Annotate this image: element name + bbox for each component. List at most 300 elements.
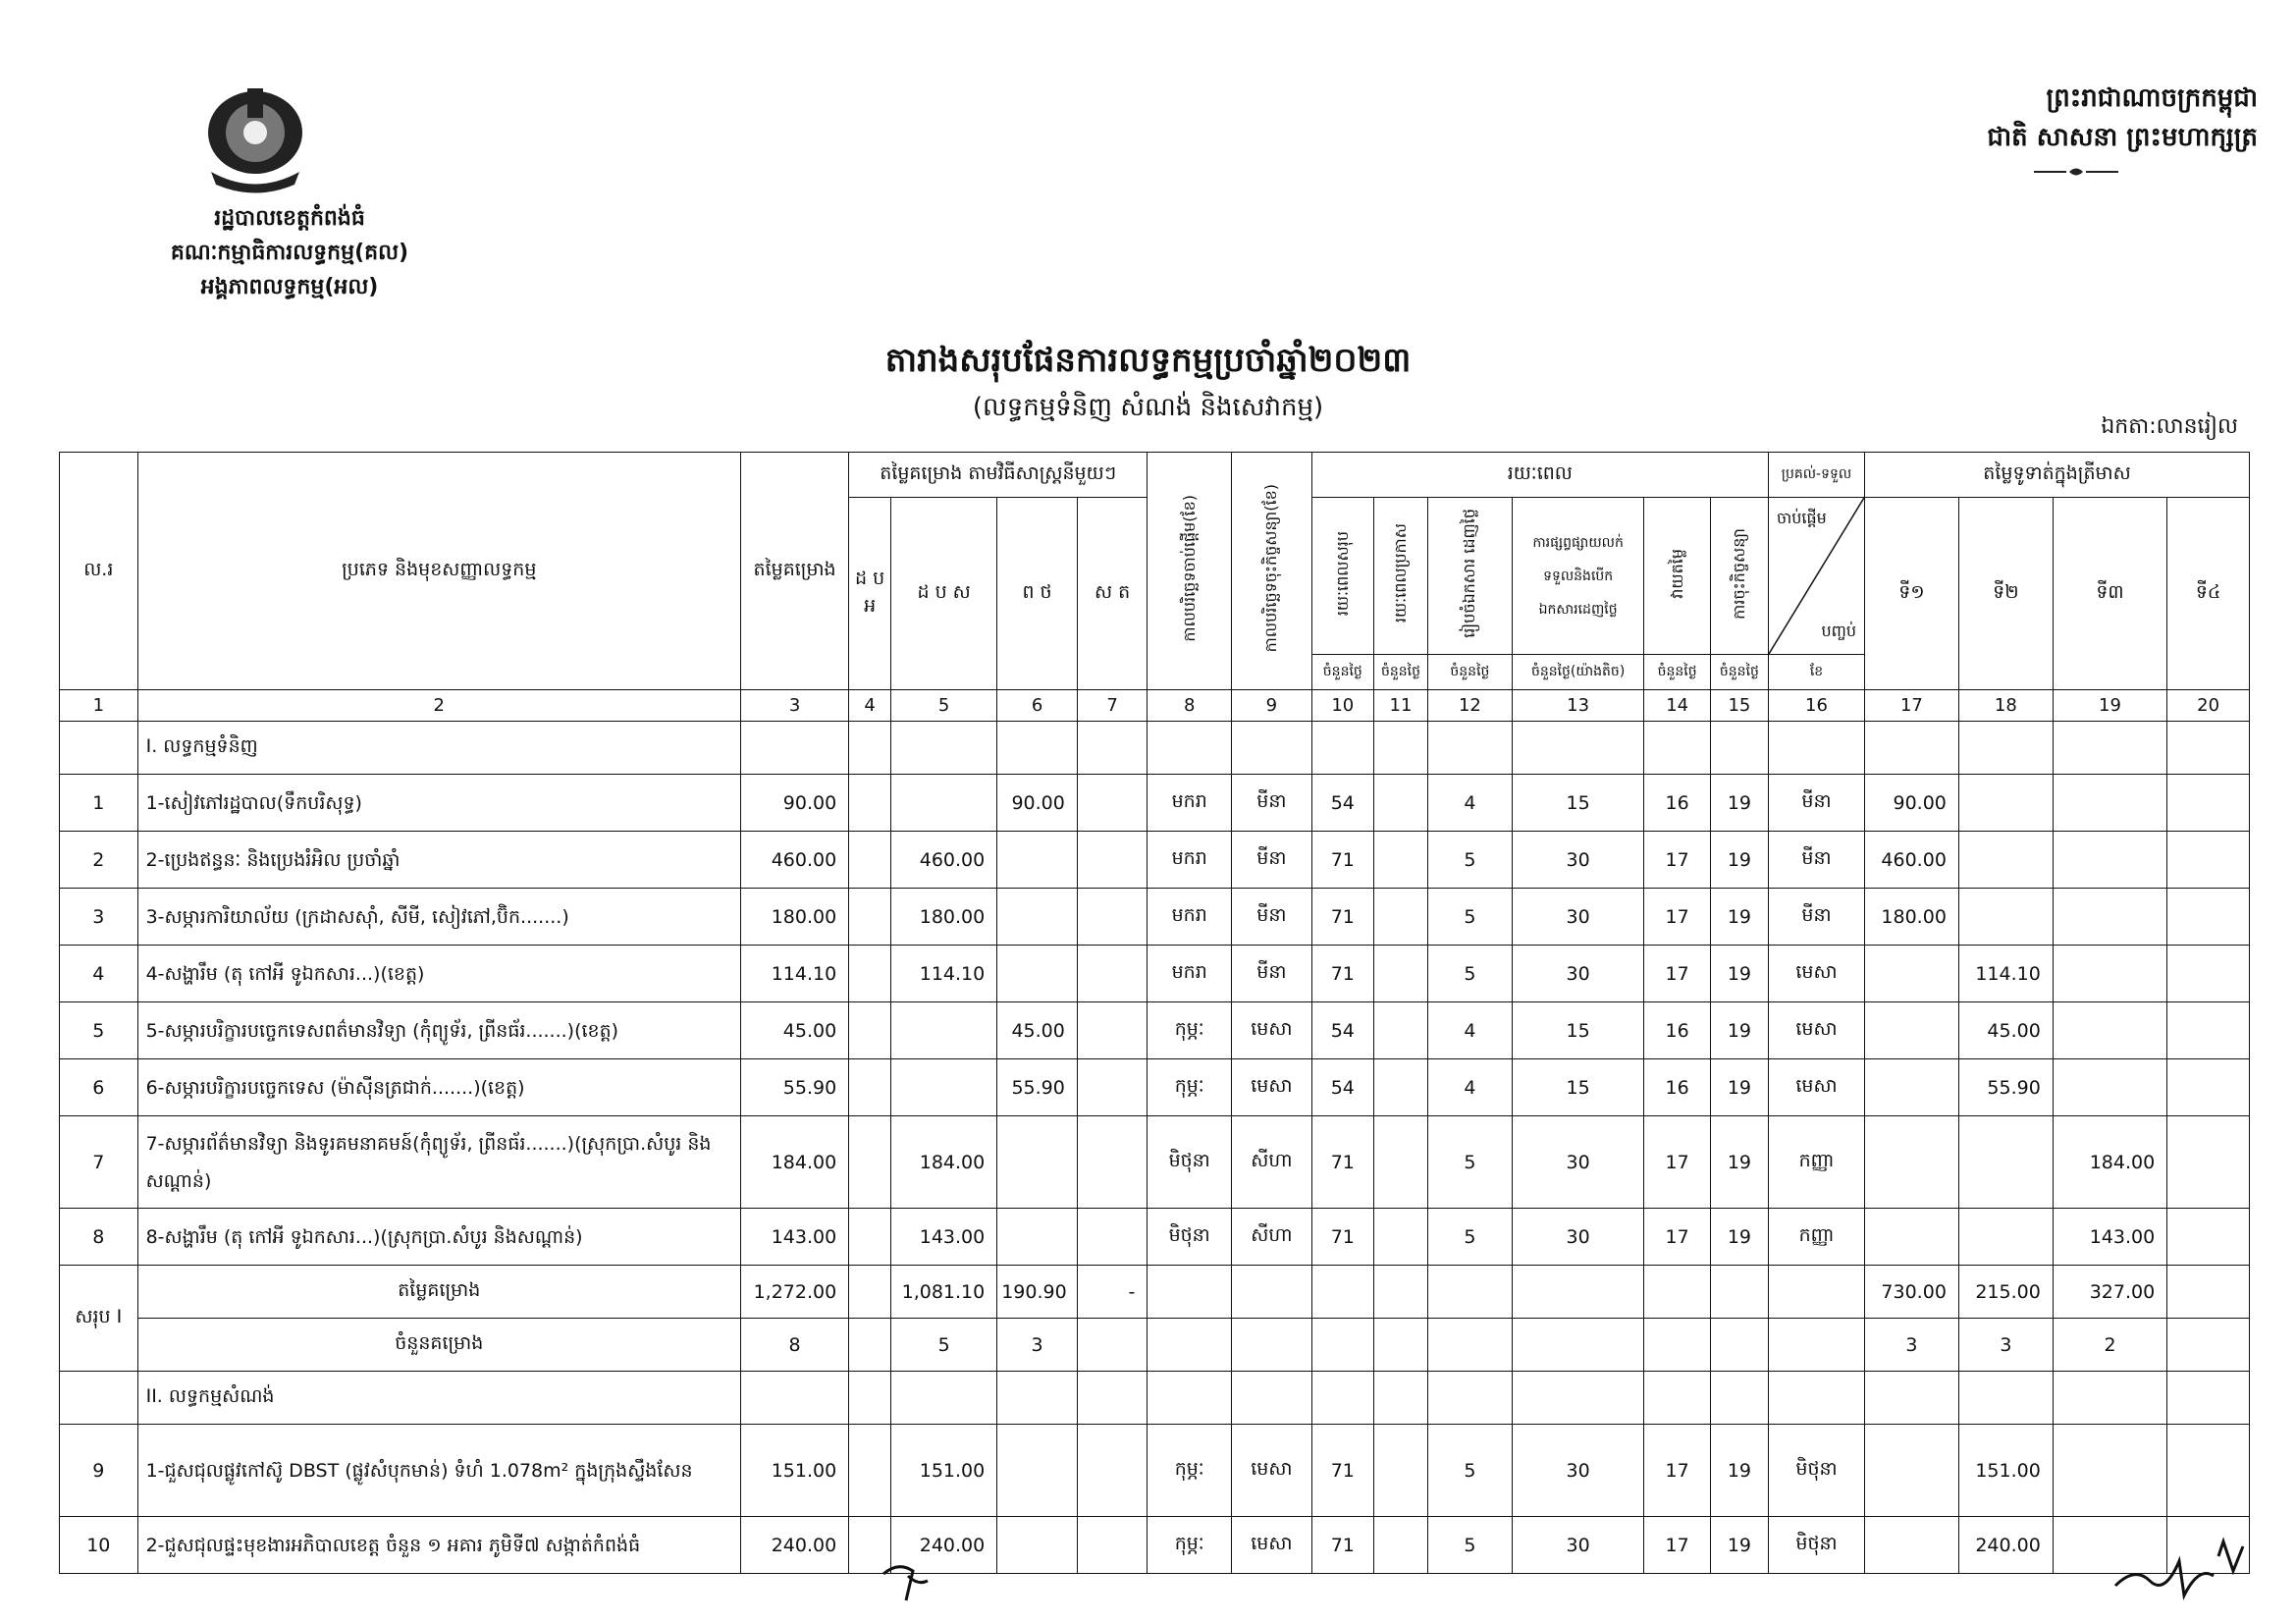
cell-delivery: មេសា [1769,946,1865,1002]
cell-q1 [1864,1425,1958,1517]
cell-end: មីនា [1232,946,1312,1002]
cell-m1 [849,1059,891,1116]
cell-end: មេសា [1232,1517,1312,1574]
cell-m2: 180.00 [891,889,997,946]
cell-m4 [1077,1116,1147,1209]
cell-q1: 90.00 [1864,775,1958,832]
cell-no: 8 [60,1209,138,1266]
cell-desc: 8-សង្ហារឹម (តុ កៅអី ទូឯកសារ...)(ស្រុកប្រា.សំបូរ និងសណ្តាន់) [137,1209,740,1266]
col-method-2: ដ ប ស [891,498,997,690]
summary-cost-q4 [2167,1266,2250,1319]
cell-q3 [2053,946,2166,1002]
cell-q4 [2167,889,2250,946]
cell-d11 [1373,946,1427,1002]
index-cell: 1 [60,690,138,722]
cell-q3 [2053,832,2166,889]
summary-count-q4 [2167,1319,2250,1372]
org-line-3: អង្គភាពលទ្ធកម្ម(អល) [200,275,379,299]
cell-m4 [1077,889,1147,946]
cell-no: 3 [60,889,138,946]
summary-count-m3: 3 [997,1319,1078,1372]
cell-d11 [1373,1059,1427,1116]
cell-q4 [2167,1209,2250,1266]
cell-m2 [891,1002,997,1059]
col-contract-diagonal: ចាប់ផ្តើម បញ្ចប់ [1769,498,1865,655]
cell-start: មករា [1148,946,1232,1002]
cell-d12: 5 [1428,946,1513,1002]
cell-no: 6 [60,1059,138,1116]
cell-desc: 7-សម្ភារព័ត៌មានវិទ្យា និងទូរគមនាគមន៍(កុំព្យូទ័រ, ព្រីនធ័រ.......)(ស្រុកប្រា.សំបូរ និងសណ្តាន់) [137,1116,740,1209]
cell-start: មករា [1148,775,1232,832]
cell-end: សីហា [1232,1209,1312,1266]
summary-cost-label: តម្លៃគម្រោង [137,1266,740,1319]
col-contract-group: ប្រគល់-ទទួល [1769,453,1865,498]
cell-d11 [1373,1116,1427,1209]
cell-d15: 19 [1710,889,1768,946]
cell-q4 [2167,1425,2250,1517]
cell-q1 [1864,946,1958,1002]
royal-emblem-icon [191,79,319,196]
cell-d15: 19 [1710,1209,1768,1266]
cell-q2 [1958,889,2053,946]
cell-m4 [1077,832,1147,889]
cell-d10: 54 [1311,1002,1373,1059]
summary-count-m2: 5 [891,1319,997,1372]
cell-d12: 5 [1428,1425,1513,1517]
cell-m3 [997,1425,1078,1517]
cell-q2 [1958,1116,2053,1209]
cell-d10: 71 [1311,1425,1373,1517]
cell-d10: 71 [1311,946,1373,1002]
cell-d13: 15 [1512,1059,1644,1116]
cell-d14: 17 [1644,832,1710,889]
section-row-goods [60,722,2250,775]
cell-q4 [2167,832,2250,889]
cell-start: កុម្ភៈ [1148,1059,1232,1116]
summary-count-total: 8 [740,1319,848,1372]
cell-q4 [2167,946,2250,1002]
cell-cost: 90.00 [740,775,848,832]
cell-end: សីហា [1232,1116,1312,1209]
col-cost: តម្លៃគម្រោង [740,453,848,690]
cell-q2: 151.00 [1958,1425,2053,1517]
cell-q2 [1958,775,2053,832]
cell-no: 5 [60,1002,138,1059]
cell-start: មិថុនា [1148,1209,1232,1266]
unit-d13: ចំនួនថ្ងៃ(យ៉ាងតិច) [1512,655,1644,690]
cell-d10: 71 [1311,1517,1373,1574]
cell-d11 [1373,775,1427,832]
cell-m3 [997,889,1078,946]
cell-q2: 240.00 [1958,1517,2053,1574]
cell-m3 [997,832,1078,889]
cell-d11 [1373,1209,1427,1266]
cell-desc: 1-ជួសជុលផ្លូវកៅស៊ូ DBST (ផ្លូវសំបុកមាន់) ទំហំ 1.078m² ក្នុងក្រុងស្ទឹងសែន [137,1425,740,1517]
cell-d12: 5 [1428,1517,1513,1574]
kingdom-header [1669,79,2258,157]
table-row [60,1209,2250,1266]
cell-m3: 90.00 [997,775,1078,832]
cell-q3: 184.00 [2053,1116,2166,1209]
national-motto: ជាតិ សាសនា ព្រះមហាក្សត្រ [1987,123,2258,152]
cell-q1: 180.00 [1864,889,1958,946]
col-q3: ទី៣ [2053,498,2166,690]
table-row [60,832,2250,889]
cell-m1 [849,1116,891,1209]
cell-d14: 17 [1644,1116,1710,1209]
cell-end: មេសា [1232,1425,1312,1517]
table-row [60,775,2250,832]
index-cell: 3 [740,690,848,722]
section-row-construction [60,1372,2250,1425]
cell-m3: 45.00 [997,1002,1078,1059]
cell-m3 [997,1116,1078,1209]
cell-end: មីនា [1232,832,1312,889]
index-cell: 4 [849,690,891,722]
initial-mark-icon [879,1556,937,1605]
cell-m1 [849,832,891,889]
cell-m4 [1077,1059,1147,1116]
summary-row-count [60,1319,2250,1372]
cell-d12: 4 [1428,775,1513,832]
section-label: I. លទ្ធកម្មទំនិញ [137,722,740,775]
cell-m3 [997,1517,1078,1574]
cell-m2 [891,1059,997,1116]
cell-d10: 71 [1311,1209,1373,1266]
cell-q4 [2167,1116,2250,1209]
summary-row-cost [60,1266,2250,1319]
currency-unit: ឯកតា:លានរៀល [2101,414,2238,439]
cell-delivery: មិថុនា [1769,1425,1865,1517]
cell-cost: 143.00 [740,1209,848,1266]
cell-d11 [1373,1002,1427,1059]
cell-end: មេសា [1232,1059,1312,1116]
cell-delivery: មីនា [1769,775,1865,832]
cell-d15: 19 [1710,1425,1768,1517]
cell-d10: 71 [1311,889,1373,946]
cell-delivery: មិថុនា [1769,1517,1865,1574]
section-label: II. លទ្ធកម្មសំណង់ [137,1372,740,1425]
cell-cost: 55.90 [740,1059,848,1116]
cell-cost: 45.00 [740,1002,848,1059]
cell-d14: 16 [1644,1059,1710,1116]
cell-d13: 30 [1512,1116,1644,1209]
col-d14: វាយតម្លៃ [1644,498,1710,655]
cell-d13: 30 [1512,1517,1644,1574]
cell-m4 [1077,1425,1147,1517]
cell-m4 [1077,946,1147,1002]
cell-q4 [2167,775,2250,832]
cell-q1 [1864,1059,1958,1116]
index-cell: 19 [2053,690,2166,722]
cell-cost: 180.00 [740,889,848,946]
index-cell: 15 [1710,690,1768,722]
index-cell: 5 [891,690,997,722]
cell-cost: 240.00 [740,1517,848,1574]
unit-contract: ខែ [1769,655,1865,690]
cell-no: 1 [60,775,138,832]
cell-q3 [2053,1059,2166,1116]
index-cell: 13 [1512,690,1644,722]
index-cell: 11 [1373,690,1427,722]
cell-q2 [1958,832,2053,889]
org-line-2: គណៈកម្មាធិការលទ្ធកម្ម(គល) [170,241,409,265]
cell-d14: 17 [1644,1209,1710,1266]
index-cell: 17 [1864,690,1958,722]
cell-d11 [1373,1425,1427,1517]
cell-start: មិថុនា [1148,1116,1232,1209]
kingdom-name: ព្រះរាជាណាចក្រកម្ពុជា [2046,83,2258,113]
cell-m3 [997,1209,1078,1266]
cell-d14: 17 [1644,946,1710,1002]
summary-cost-q2: 215.00 [1958,1266,2053,1319]
cell-d14: 16 [1644,1002,1710,1059]
col-end-month: កាលបរិច្ឆេទចុះកិច្ចសន្យា(ខែ) [1232,453,1312,690]
cell-d15: 19 [1710,1116,1768,1209]
summary-cost-m4: - [1077,1266,1147,1319]
col-start-month: កាលបរិច្ឆេទចាប់ផ្តើម(ខែ) [1148,453,1232,690]
cell-cost: 151.00 [740,1425,848,1517]
cell-q2 [1958,1209,2053,1266]
cell-m1 [849,1425,891,1517]
cell-d10: 71 [1311,832,1373,889]
table-row [60,1059,2250,1116]
cell-cost: 114.10 [740,946,848,1002]
cell-start: កុម្ភៈ [1148,1425,1232,1517]
cell-d13: 30 [1512,832,1644,889]
cell-desc: 6-សម្ភារបរិក្ខារបច្ចេកទេស (ម៉ាស៊ីនត្រជាក់.......)(ខេត្ត) [137,1059,740,1116]
summary-cost-m1 [849,1266,891,1319]
cell-q1: 460.00 [1864,832,1958,889]
cell-desc: 1-សៀវភៅរដ្ឋបាល(ទឹកបរិសុទ្ធ) [137,775,740,832]
cell-desc: 4-សង្ហារឹម (តុ កៅអី ទូឯកសារ...)(ខេត្ត) [137,946,740,1002]
cell-d14: 17 [1644,1517,1710,1574]
cell-m3: 55.90 [997,1059,1078,1116]
cell-no: 10 [60,1517,138,1574]
index-cell: 16 [1769,690,1865,722]
cell-no: 2 [60,832,138,889]
cell-start: មករា [1148,832,1232,889]
index-cell: 14 [1644,690,1710,722]
cell-m2: 114.10 [891,946,997,1002]
cell-no: 4 [60,946,138,1002]
cell-m4 [1077,775,1147,832]
cell-m2: 240.00 [891,1517,997,1574]
summary-label: សរុប I [60,1266,138,1372]
col-d11: រយៈពេលប្រកាស [1373,498,1427,655]
document-title: តារាងសរុបផែនការលទ្ធកម្មប្រចាំឆ្នាំ២០២៣ [884,341,1412,380]
cell-d12: 5 [1428,1116,1513,1209]
cell-d15: 19 [1710,1059,1768,1116]
cell-m1 [849,1002,891,1059]
col-funding-group: តម្លៃគម្រោង តាមវិធីសាស្ត្រនីមួយៗ [849,453,1148,498]
summary-cost-m3: 190.90 [997,1266,1078,1319]
col-d10: រយៈពេលសរុប [1311,498,1373,655]
col-method-3: ព ថ [997,498,1078,690]
cell-desc: 3-សម្ភារការិយាល័យ (ក្រដាសស៊ាំ, សីមី, សៀវភៅ,ប៊ិក.......) [137,889,740,946]
procurement-plan-table [59,452,2250,1574]
cell-d13: 15 [1512,775,1644,832]
cell-d14: 16 [1644,775,1710,832]
table-row [60,946,2250,1002]
col-d15: ការចុះកិច្ចសន្យា [1710,498,1768,655]
unit-d12: ចំនួនថ្ងៃ [1428,655,1513,690]
col-method-1: ដ ប អ [849,498,891,690]
cell-q1 [1864,1002,1958,1059]
cell-m1 [849,775,891,832]
document-subtitle: (លទ្ធកម្មទំនិញ សំណង់ និងសេវាកម្ម) [972,393,1324,422]
index-cell: 12 [1428,690,1513,722]
cell-q3 [2053,1425,2166,1517]
cell-delivery: មេសា [1769,1059,1865,1116]
summary-count-label: ចំនួនគម្រោង [137,1319,740,1372]
table-row [60,1517,2250,1574]
ornament-divider-icon [2032,165,2120,179]
summary-cost-m2: 1,081.10 [891,1266,997,1319]
organization-header [98,201,481,304]
index-cell: 9 [1232,690,1312,722]
cell-d15: 19 [1710,946,1768,1002]
cell-d10: 54 [1311,775,1373,832]
cell-m4 [1077,1209,1147,1266]
cell-desc: 2-ប្រេងឥន្ធនៈ និងប្រេងរំអិល ប្រចាំឆ្នាំ [137,832,740,889]
table-row [60,1002,2250,1059]
cell-delivery: មីនា [1769,889,1865,946]
cell-q2: 45.00 [1958,1002,2053,1059]
cell-m2: 184.00 [891,1116,997,1209]
cell-m4 [1077,1002,1147,1059]
cell-start: កុម្ភៈ [1148,1517,1232,1574]
org-line-1: រដ្ឋបាលខេត្តកំពង់ធំ [214,206,365,231]
cell-q2: 114.10 [1958,946,2053,1002]
cell-d14: 17 [1644,1425,1710,1517]
cell-q1 [1864,1517,1958,1574]
cell-desc: 5-សម្ភារបរិក្ខារបច្ចេកទេសពត៌មានវិទ្យា (កុំព្យូទ័រ, ព្រីនធ័រ.......)(ខេត្ត) [137,1002,740,1059]
index-cell: 7 [1077,690,1147,722]
summary-count-q3: 2 [2053,1319,2166,1372]
summary-count-m4 [1077,1319,1147,1372]
col-d13: ការផ្សព្វផ្សាយលក់ ទទួលនិងបើក ឯកសារដេញថ្លៃ [1512,498,1644,655]
cell-d13: 30 [1512,946,1644,1002]
cell-d15: 19 [1710,832,1768,889]
col-d12: រៀបចំឯកសារ ដេញថ្លៃ [1428,498,1513,655]
summary-cost-q3: 327.00 [2053,1266,2166,1319]
cell-m1 [849,889,891,946]
cell-cost: 184.00 [740,1116,848,1209]
index-cell: 2 [137,690,740,722]
index-cell: 20 [2167,690,2250,722]
cell-d15: 19 [1710,1002,1768,1059]
cell-q3: 143.00 [2053,1209,2166,1266]
cell-end: មីនា [1232,889,1312,946]
cell-q1 [1864,1116,1958,1209]
cell-m4 [1077,1517,1147,1574]
cell-d10: 71 [1311,1116,1373,1209]
cell-d12: 4 [1428,1059,1513,1116]
cell-d11 [1373,832,1427,889]
summary-cost-q1: 730.00 [1864,1266,1958,1319]
cell-d13: 30 [1512,889,1644,946]
table-row [60,1116,2250,1209]
unit-d15: ចំនួនថ្ងៃ [1710,655,1768,690]
summary-count-q1: 3 [1864,1319,1958,1372]
table-row [60,1425,2250,1517]
cell-d12: 5 [1428,832,1513,889]
summary-cost-total: 1,272.00 [740,1266,848,1319]
col-q4: ទី៤ [2167,498,2250,690]
col-q2: ទី២ [1958,498,2053,690]
table-row [60,889,2250,946]
cell-d13: 30 [1512,1425,1644,1517]
cell-d10: 54 [1311,1059,1373,1116]
cell-cost: 460.00 [740,832,848,889]
cell-delivery: មីនា [1769,832,1865,889]
unit-d14: ចំនួនថ្ងៃ [1644,655,1710,690]
cell-delivery: មេសា [1769,1002,1865,1059]
unit-d10: ចំនួនថ្ងៃ [1311,655,1373,690]
cell-d15: 19 [1710,1517,1768,1574]
cell-start: មករា [1148,889,1232,946]
signature-icon [2110,1527,2258,1605]
index-cell: 8 [1148,690,1232,722]
summary-count-m1 [849,1319,891,1372]
column-index-row [60,690,2250,722]
cell-d13: 15 [1512,1002,1644,1059]
cell-d15: 19 [1710,775,1768,832]
summary-count-q2: 3 [1958,1319,2053,1372]
cell-d13: 30 [1512,1209,1644,1266]
index-cell: 6 [997,690,1078,722]
cell-q4 [2167,1002,2250,1059]
cell-m2: 460.00 [891,832,997,889]
cell-no: 7 [60,1116,138,1209]
unit-d11: ចំនួនថ្ងៃ [1373,655,1427,690]
cell-q4 [2167,1059,2250,1116]
cell-d12: 5 [1428,889,1513,946]
cell-desc: 2-ជួសជុលផ្ទះមុខងារអភិបាលខេត្ត ចំនួន ១ អគារ ភូមិទី៧ សង្កាត់កំពង់ធំ [137,1517,740,1574]
cell-no: 9 [60,1425,138,1517]
cell-end: មីនា [1232,775,1312,832]
cell-q3 [2053,889,2166,946]
col-q1: ទី១ [1864,498,1958,690]
cell-q2: 55.90 [1958,1059,2053,1116]
col-method-4: ស ត [1077,498,1147,690]
cell-d14: 17 [1644,889,1710,946]
cell-q3 [2053,775,2166,832]
table-body [60,722,2250,1574]
cell-d12: 5 [1428,1209,1513,1266]
index-cell: 18 [1958,690,2053,722]
cell-m1 [849,1209,891,1266]
index-cell: 10 [1311,690,1373,722]
cell-d12: 4 [1428,1002,1513,1059]
cell-d11 [1373,889,1427,946]
cell-delivery: កញ្ញា [1769,1116,1865,1209]
col-duration-group: រយៈពេល [1311,453,1768,498]
col-type: ប្រភេទ និងមុខសញ្ញាលទ្ធកម្ម [137,453,740,690]
cell-m2: 143.00 [891,1209,997,1266]
cell-m3 [997,946,1078,1002]
col-quarter-group: តម្លៃទូទាត់ក្នុងត្រីមាស [1864,453,2249,498]
cell-m2 [891,775,997,832]
cell-delivery: កញ្ញា [1769,1209,1865,1266]
cell-m2: 151.00 [891,1425,997,1517]
cell-q1 [1864,1209,1958,1266]
cell-d11 [1373,1517,1427,1574]
col-no: ល.រ [60,453,138,690]
cell-q3 [2053,1002,2166,1059]
cell-m1 [849,946,891,1002]
